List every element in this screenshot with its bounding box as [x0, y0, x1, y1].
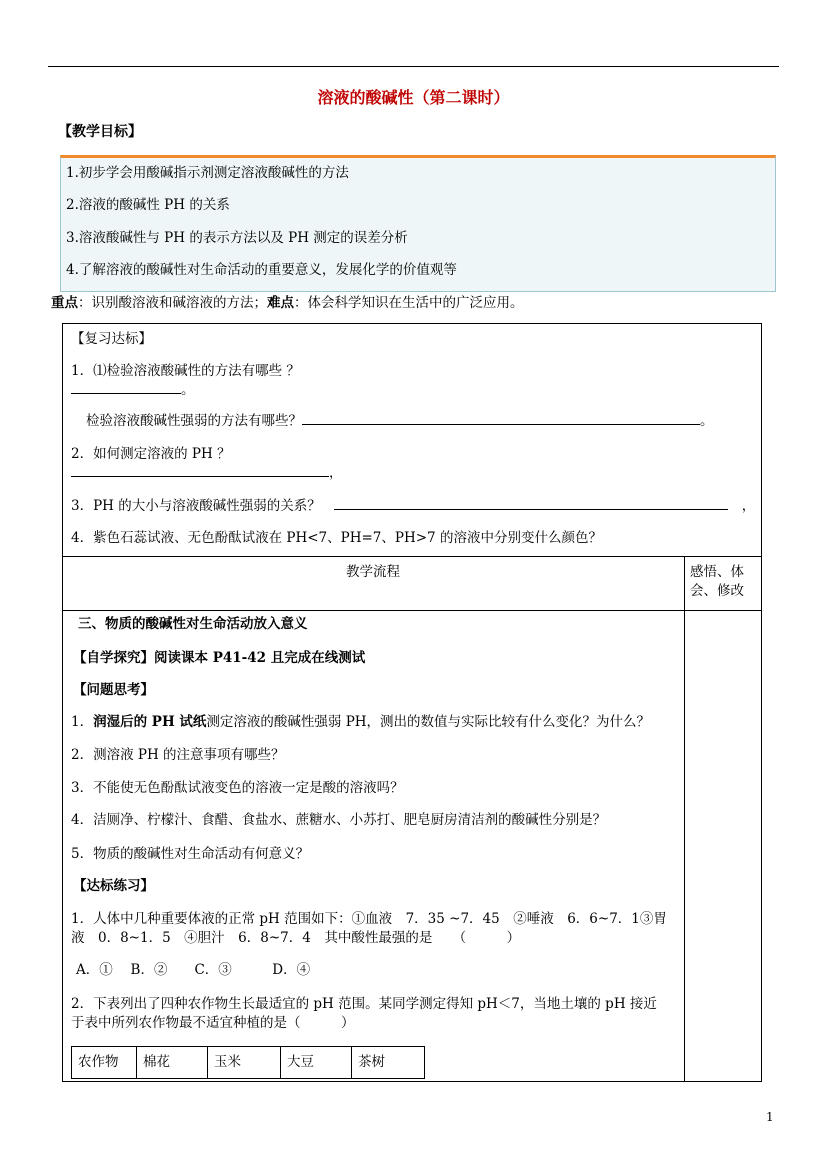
practice-options: A．① B．② C．③ D．④ — [76, 962, 311, 978]
flow-header: 教学流程 — [346, 564, 400, 580]
section-heading: 三、物质的酸碱性对生命活动放入意义 — [78, 616, 308, 632]
crop-table-cell: 玉米 — [207, 1046, 281, 1079]
review-question: 2．如何测定溶液的 PH ？ — [71, 446, 231, 462]
objective-item: 2.溶液的酸碱性 PH 的关系 — [66, 197, 230, 213]
crop-table-cell: 茶树 — [351, 1046, 425, 1079]
think-question: 2．测溶液 PH 的注意事项有哪些？ — [71, 747, 285, 763]
review-question: 检验溶液酸碱性强弱的方法有哪些？ 。 — [86, 409, 714, 429]
think-question: 4．洁厕净、柠檬汁、食醋、食盐水、蔗糖水、小苏打、肥皂厨房清洁剂的酸碱性分别是？ — [71, 812, 607, 828]
crop-table-cell: 农作物 — [71, 1046, 137, 1079]
practice-text: 2．下表列出了四种农作物生长最适宜的 pH 范围。某同学测定得知 pH＜7，当地土壤的 pH 接近 — [71, 996, 657, 1012]
table-divider — [62, 610, 761, 611]
objective-item: 1.初步学会用酸碱指示剂测定溶液酸碱性的方法 — [66, 165, 349, 181]
header-rule — [48, 66, 779, 67]
answer-line: 。 — [71, 378, 195, 398]
notes-header: 会、修改 — [690, 583, 744, 599]
think-question: 3．不能使无色酚酞试液变色的溶液一定是酸的溶液吗？ — [71, 780, 404, 796]
answer-line: ， — [71, 461, 343, 481]
practice-text: 液 0．8~1．5 ④胆汁 6．8~7．4 其中酸性最强的是 （ ） — [71, 930, 521, 946]
difficulty-label: 难点 — [267, 295, 294, 311]
practice-text: 于表中所列农作物最不适宜种植的是（ ） — [71, 1015, 355, 1031]
think-heading: 【问题思考】 — [73, 682, 154, 698]
table-divider — [62, 556, 761, 557]
key-text: ：识别酸溶液和碱溶液的方法； — [78, 295, 267, 311]
crop-table-cell: 大豆 — [280, 1046, 352, 1079]
review-heading: 【复习达标】 — [71, 331, 152, 347]
page-number: 1 — [766, 1110, 774, 1124]
review-question: 3．PH 的大小与溶液酸碱性强弱的关系？ ， — [71, 494, 755, 514]
objective-item: 3.溶液酸碱性与 PH 的表示方法以及 PH 测定的误差分析 — [66, 230, 408, 246]
think-question: 1．润湿后的 PH 试纸测定溶液的酸碱性强弱 PH，测出的数值与实际比较有什么变化？为什么？ — [71, 714, 651, 730]
review-question: 1．⑴检验溶液酸碱性的方法有哪些 ？ — [71, 363, 300, 379]
objectives-heading: 【教学目标】 — [58, 124, 142, 140]
notes-header: 感悟、体 — [690, 564, 744, 580]
review-question: 4．紫色石蕊试液、无色酚酞试液在 PH<7、PH=7、PH>7 的溶液中分别变什么颜色？ — [71, 530, 602, 546]
objective-item: 4.了解溶液的酸碱性对生命活动的重要意义，发展化学的价值观等 — [66, 262, 457, 278]
notes-column-divider — [684, 556, 685, 1081]
page-title: 溶液的酸碱性（第二课时） — [317, 88, 510, 107]
practice-text: 1．人体中几种重要体液的正常 pH 范围如下：①血液 7．35 ~7．45 ②唾液 6．6~7．1③胃 — [71, 911, 667, 927]
crop-table-cell: 棉花 — [136, 1046, 208, 1079]
difficulty-text: ：体会科学知识在生活中的广泛应用。 — [294, 295, 524, 311]
practice-heading: 【达标练习】 — [73, 878, 154, 894]
key-points — [51, 291, 524, 311]
think-question: 5．物质的酸碱性对生命活动有何意义？ — [71, 846, 310, 862]
key-label: 重点 — [51, 295, 78, 311]
self-study-heading: 【自学探究】阅读课本 P41-42 且完成在线测试 — [73, 650, 366, 666]
